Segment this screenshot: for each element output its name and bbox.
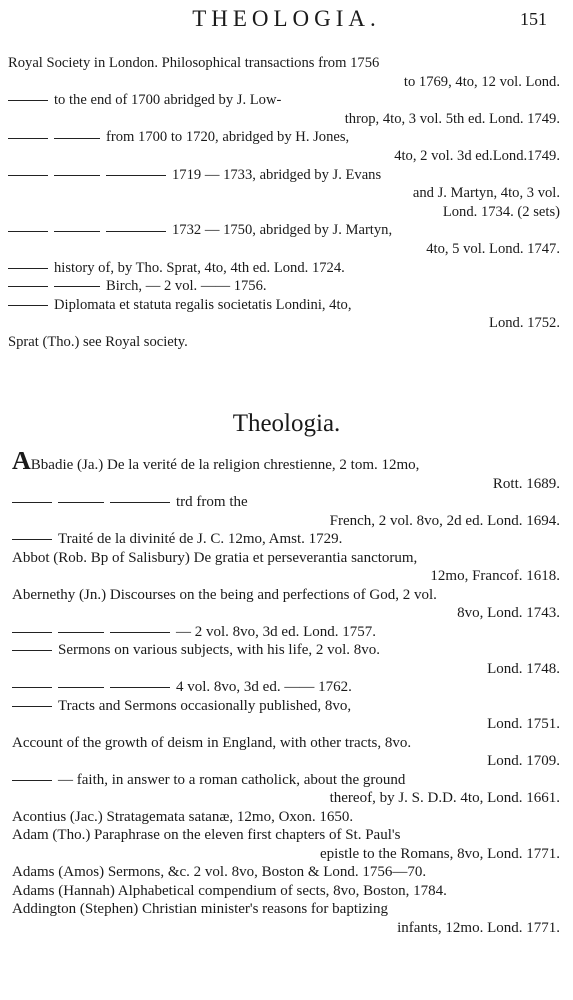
catalogue-entry [12,697,564,734]
catalogue-entry [8,54,564,91]
entry-text: Traité de la divinité de J. C. 12mo, Amst. 1729. [58,531,343,547]
entry-text: Lond. 1752. [489,315,560,332]
catalogue-entry [12,549,564,586]
entry-first-line [12,678,564,697]
ditto-dash [8,268,48,269]
catalogue-entry [12,771,564,808]
entry-first-line [12,900,564,919]
ditto-dash [106,231,166,232]
entry-text: Adams (Hannah) Alphabetical compendium of sects, 8vo, Boston, 1784. [12,882,447,899]
entry-first-line [12,808,564,827]
entry-first-line [12,623,564,642]
ditto-dash [58,502,104,503]
ditto-dash [58,687,104,688]
entry-text: Account of the growth of deism in England, with other tracts, 8vo. [12,734,412,751]
ditto-dash [54,175,100,176]
ditto-dash [8,175,48,176]
ditto-dash [110,632,170,633]
entry-continuation-line [8,314,564,333]
ditto-dash [12,706,52,707]
ditto-dash [54,231,100,232]
ditto-dash [54,138,100,139]
catalogue-entry [12,623,564,642]
catalogue-entry [12,734,564,771]
royal-society-entries [8,54,564,352]
catalogue-entry [12,882,564,901]
entry-text: Tracts and Sermons occasionally published, 8vo, [58,697,352,714]
entry-text: Royal Society in London. Philosophical transactions from 1756 [8,55,380,71]
entry-first-line [12,863,564,882]
catalogue-entry [12,808,564,827]
catalogue-entry [8,221,564,258]
entry-text: throp, 4to, 3 vol. 5th ed. Lond. 1749. [344,110,560,127]
entry-text: Lond. 1709. [487,753,560,769]
catalogue-entry [8,166,564,222]
entry-first-line [12,734,564,753]
entry-text: — faith, in answer to a roman catholick, about the ground [58,771,406,788]
entry-text: 1732 — 1750, abridged by J. Martyn, [172,222,393,239]
entry-continuation-line [8,73,564,92]
running-head [0,6,573,32]
catalogue-entry [8,277,564,296]
entry-text: and J. Martyn, 4to, 3 vol. [412,185,560,202]
entry-continuation-line [8,184,564,203]
catalogue-entry [8,259,564,278]
catalogue-entry [12,586,564,623]
entry-first-line [8,259,564,278]
entry-first-line [8,221,564,240]
entry-continuation-line [12,475,564,494]
entry-text: — 2 vol. 8vo, 3d ed. Lond. 1757. [176,623,376,640]
entry-first-line [8,91,564,110]
entry-text: trd from the [176,494,248,510]
catalogue-entry [12,826,564,863]
entry-text: 8vo, Lond. 1743. [457,605,560,621]
ditto-dash [12,539,52,540]
ditto-dash [58,632,104,633]
entry-continuation-line [12,512,564,531]
entry-text: Rott. 1689. [492,475,560,492]
catalogue-entry [12,493,564,530]
page-number: 151 [520,9,547,29]
entry-continuation-line [8,240,564,259]
running-title: THEOLOGIA. [192,6,381,31]
catalogue-entry [12,452,564,493]
entry-text: history of, by Tho. Sprat, 4to, 4th ed. Lond. 1724. [54,259,345,276]
entry-text: from 1700 to 1720, abridged by H. Jones, [106,129,350,146]
entry-first-line [8,296,564,315]
entry-text: Adam (Tho.) Paraphrase on the eleven first chapters of St. Paul's [12,827,401,843]
entry-text: Lond. 1751. [487,716,560,732]
entry-first-line [12,641,564,660]
entry-continuation-line [12,845,564,864]
theologia-entries [12,452,564,937]
entry-continuation-line [12,604,564,623]
ditto-dash [12,650,52,651]
entry-first-line [8,166,564,185]
ditto-dash [110,502,170,503]
ditto-dash [106,175,166,176]
entry-first-line [8,128,564,147]
ditto-dash [8,138,48,139]
entry-text: Abbot (Rob. Bp of Salisbury) De gratia et perseverantia sanctorum, [12,549,418,566]
drop-capital: A [12,452,31,475]
ditto-dash [8,231,48,232]
entry-text: to the end of 1700 abridged by J. Low- [54,92,282,109]
entry-continuation-line [12,752,564,771]
entry-text: Adams (Amos) Sermons, &c. 2 vol. 8vo, Boston & Lond. 1756—70. [12,864,427,880]
catalogue-entry [12,678,564,697]
entry-continuation-line [12,567,564,586]
ditto-dash [8,100,48,101]
entry-text: Sermons on various subjects, with his life, 2 vol. 8vo. [58,642,381,658]
catalogue-entry [12,641,564,678]
entry-text: Acontius (Jac.) Stratagemata satanæ, 12mo, Oxon. 1650. [12,808,354,825]
entry-first-line [12,549,564,568]
catalogue-entry [8,296,564,333]
entry-first-line [12,697,564,716]
entry-text: epistle to the Romans, 8vo, Lond. 1771. [320,845,560,862]
catalogue-entry [12,863,564,882]
entry-continuation-line [12,919,564,938]
catalogue-entry [12,900,564,937]
entry-text: 4to, 5 vol. Lond. 1747. [426,240,560,257]
entry-first-line [12,586,564,605]
entry-continuation-line [8,203,564,222]
catalogue-entry [12,530,564,549]
entry-text: Lond. 1734. (2 sets) [442,203,560,220]
entry-continuation-line [12,715,564,734]
section-heading: Theologia. [232,410,341,437]
catalogue-entry [8,333,564,352]
entry-text: 4 vol. 8vo, 3d ed. —— 1762. [176,679,352,695]
entry-text: 1719 — 1733, abridged by J. Evans [172,166,382,183]
entry-first-line [12,530,564,549]
entry-text: Diplomata et statuta regalis societatis Londini, 4to, [54,296,352,313]
entry-text: 4to, 2 vol. 3d ed.Lond.1749. [394,147,560,164]
ditto-dash [12,780,52,781]
entry-first-line [8,277,564,296]
entry-continuation-line [12,789,564,808]
ditto-dash [12,502,52,503]
entry-text: Birch, — 2 vol. —— 1756. [106,278,267,295]
entry-text: to 1769, 4to, 12 vol. Lond. [403,73,560,90]
entry-first-line [8,333,564,352]
entry-text: thereof, by J. S. D.D. 4to, Lond. 1661. [329,790,560,806]
entry-text: French, 2 vol. 8vo, 2d ed. Lond. 1694. [329,512,560,529]
entry-first-line [12,452,564,475]
entry-text: Addington (Stephen) Christian minister's reasons for baptizing [12,901,388,917]
entry-text: Bbadie (Ja.) De la verité de la religion chrestienne, 2 tom. 12mo, [30,457,420,473]
ditto-dash [12,632,52,633]
entry-text: infants, 12mo. Lond. 1771. [397,919,560,936]
ditto-dash [8,305,48,306]
ditto-dash [110,687,170,688]
entry-first-line [8,54,564,73]
entry-first-line [12,882,564,901]
entry-text: Abernethy (Jn.) Discourses on the being and perfections of God, 2 vol. [12,586,437,603]
entry-continuation-line [8,110,564,129]
ditto-dash [54,286,100,287]
entry-first-line [12,771,564,790]
entry-first-line [12,493,564,512]
ditto-dash [8,286,48,287]
catalogue-entry [8,128,564,165]
entry-first-line [12,826,564,845]
entry-continuation-line [8,147,564,166]
entry-text: Lond. 1748. [487,660,560,677]
entry-text: Sprat (Tho.) see Royal society. [8,333,188,350]
entry-text: 12mo, Francof. 1618. [430,568,560,584]
ditto-dash [12,687,52,688]
entry-continuation-line [12,660,564,679]
catalogue-entry [8,91,564,128]
